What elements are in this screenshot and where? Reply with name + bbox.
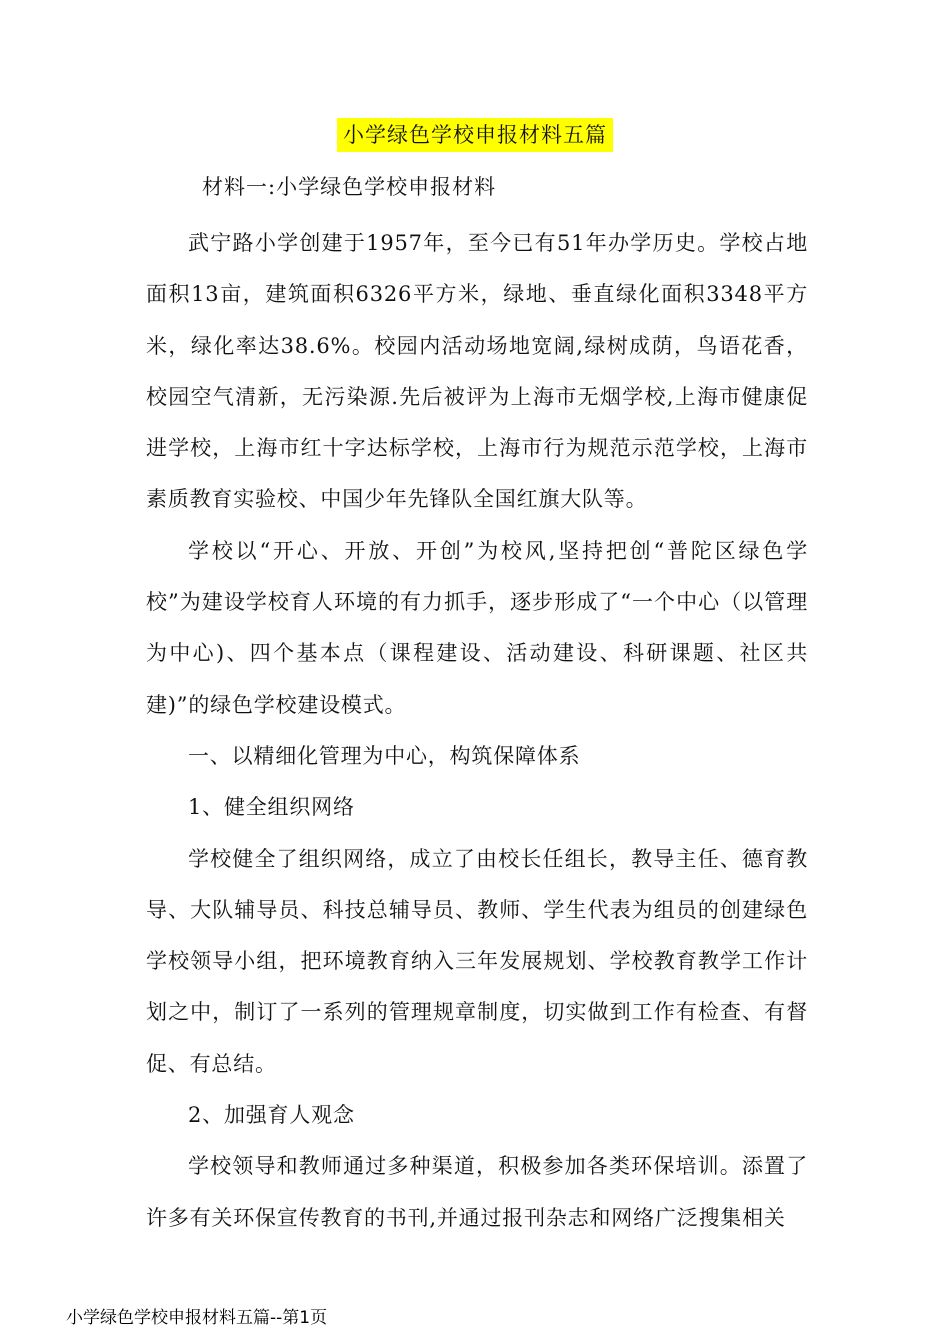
section-heading-1: 一、以精细化管理为中心，构筑保障体系 [188, 743, 581, 768]
document-subtitle: 材料一:小学绿色学校申报材料 [202, 175, 497, 199]
subsection-heading-2: 2、加强育人观念 [188, 1103, 355, 1128]
document-body [146, 218, 808, 1244]
page-footer: 小学绿色学校申报材料五篇--第1页 [66, 1308, 328, 1328]
paragraph-school-motto: 学校以“开心、开放、开创”为校风,坚持把创“普陀区绿色学校”为建设学校育人环境的有力抓手，逐步形成了“一个中心（以管理为中心)、四个基本点（课程建设、活动建设、科研课题、社区共建)”的绿色学校建设模式。 [146, 538, 808, 717]
title-wrapper [0, 118, 950, 152]
subsection-heading-1: 1、健全组织网络 [188, 795, 355, 820]
paragraph-training: 学校领导和教师通过多种渠道，积极参加各类环保培训。添置了许多有关环保宣传教育的书刊,并通过报刊杂志和网络广泛搜集相关 [146, 1154, 808, 1230]
document-title: 小学绿色学校申报材料五篇 [337, 118, 613, 152]
paragraph-organization: 学校健全了组织网络，成立了由校长任组长，教导主任、德育教导、大队辅导员、科技总辅导员、教师、学生代表为组员的创建绿色学校领导小组，把环境教育纳入三年发展规划、学校教育教学工作计划之中，制订了一系列的管理规章制度，切实做到工作有检查、有督促、有总结。 [146, 846, 808, 1076]
paragraph-school-intro: 武宁路小学创建于1957年，至今已有51年办学历史。学校占地面积13亩，建筑面积6326平方米，绿地、垂直绿化面积3348平方米，绿化率达38.6%。校园内活动场地宽阔,绿树成荫，鸟语花香，校园空气清新，无污染源.先后被评为上海市无烟学校,上海市健康促进学校，上海市红十字达标学校，上海市行为规范示范学校，上海市素质教育实验校、中国少年先锋队全国红旗大队等。 [146, 231, 808, 512]
